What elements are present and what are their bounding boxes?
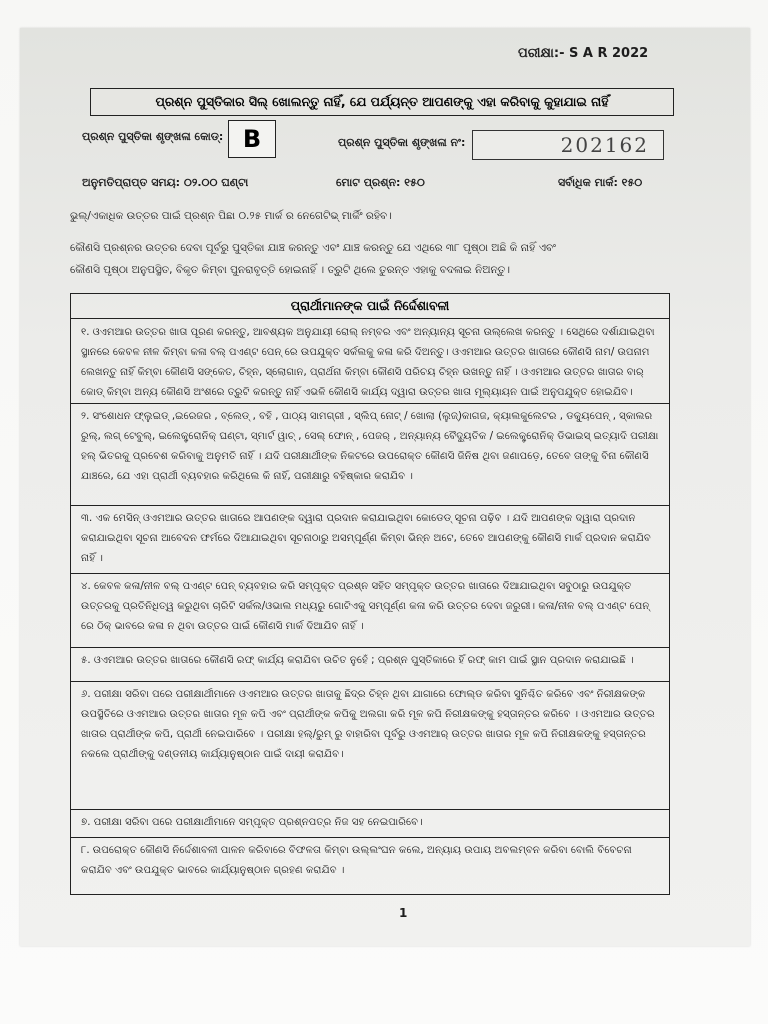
instruction-item: ୮. ଉପରୋକ୍ତ କୌଣସି ନିର୍ଦ୍ଦେଶାବଳୀ ପାଳନ କରିବାରେ ବିଫଳତା କିମ୍ବା ଉଲ୍ଲଂଘନ କଲେ, ଅନ୍ୟାୟ ଉପାୟ ଅବଲମ୍ବନ କରିବା ବୋଲି ବିବେଚନା କରାଯିବ ଏବଂ ଉପଯୁକ୍ତ ଭାବରେ କାର୍ଯ୍ୟାନୁଷ୍ଠାନ ଗ୍ରହଣ କରାଯିବ । bbox=[81, 845, 632, 876]
booklet-number-label: ପ୍ରଶ୍ନ ପୁସ୍ତିକା ଶୃଙ୍ଖଳା ନଂ: bbox=[338, 136, 466, 149]
instruction-item: ୩. ଏକ ମେସିନ୍ ଓଏମଆର ଉତ୍ତର ଖାତାରେ ଆପଣଙ୍କ ଦ୍ୱାରା ପ୍ରଦାନ କରାଯାଇଥିବା କୋଡେଡ୍ ସୂଚନା ପଢ଼ିବ । ଯଦି ଆପଣଙ୍କ ଦ୍ୱାରା ପ୍ରଦାନ କରାଯାଇଥିବା ସୂଚନା ଆବେଦନ ଫର୍ମରେ ଦିଆଯାଇଥିବା ସୂଚନାଠାରୁ ଅସମ୍ପୂର୍ଣ୍ଣ କିମ୍ବା ଭିନ୍ନ ଅଟେ, ତେବେ ଆପଣଙ୍କୁ କୌଣସି ମାର୍କ ପ୍ରଦାନ କରାଯିବ ନାହିଁ । bbox=[71, 506, 669, 574]
exam-label: ପରୀକ୍ଷା:- S A R 2022 bbox=[518, 46, 649, 61]
exam-cover-page bbox=[20, 28, 750, 946]
series-code-box: B bbox=[228, 120, 276, 158]
instruction-item: ୬. ପରୀକ୍ଷା ସରିବା ପରେ ପରୀକ୍ଷାର୍ଥୀମାନେ ଓଏମଆର ଉତ୍ତର ଖାତାକୁ ଛିଦ୍ର ଚିହ୍ନ ଥିବା ଯାଗାରେ ଫୋଲ୍ଡ କରିବା ସୁନିଶ୍ଚିତ କରିବେ ଏବଂ ନିରୀକ୍ଷକଙ୍କ ଉପସ୍ଥିତିରେ ଓଏମଆର ଉତ୍ତର ଖାତାର ମୂଳ କପି ଏବଂ ପ୍ରାର୍ଥୀଙ୍କ କପିକୁ ଅଲଗା କରି ମୂଳ କପି ନିରୀକ୍ଷକଙ୍କୁ ହସ୍ତାନ୍ତର କରିବେ । ଓଏମଆର ଉତ୍ତର ଖାତାର ପ୍ରାର୍ଥୀଙ୍କ କପି, ପ୍ରାର୍ଥୀ ନେଇପାରିବେ । ପରୀକ୍ଷା ହଲ୍/ରୁମ୍ ରୁ ବାହାରିବା ପୂର୍ବରୁ ଓଏମଆର୍ ଉତ୍ତର ଖାତାର ମୂଳ କପି ନିରୀକ୍ଷକଙ୍କୁ ହସ୍ତାନ୍ତର ନକଲେ ପ୍ରାର୍ଥୀଙ୍କୁ ଦଣ୍ଡନୀୟ କାର୍ଯ୍ୟାନୁଷ୍ଠାନ ପାଇଁ ଦାୟୀ କରାଯିବ। bbox=[71, 682, 669, 810]
time-allowed: ଅନୁମତିପ୍ରାପ୍ତ ସମୟ: ୦୨.୦୦ ଘଣ୍ଟା bbox=[82, 176, 249, 189]
seal-warning-banner: ପ୍ରଶ୍ନ ପୁସ୍ତିକାର ସିଲ୍ ଖୋଲନ୍ତୁ ନାହିଁ, ଯେ ପର୍ଯ୍ୟନ୍ତ ଆପଣଙ୍କୁ ଏହା କରିବାକୁ କୁହାଯାଇ ନାହିଁ bbox=[90, 88, 674, 116]
instruction-item: ୫. ଓଏମଆର ଉତ୍ତର ଖାତାରେ କୌଣସି ରଫ୍ କାର୍ଯ୍ୟ କରାଯିବା ଉଚିତ ନୁହେଁ ; ପ୍ରଶ୍ନ ପୁସ୍ତିକାରେ ହିଁ ରଫ୍ କାମ ପାଇଁ ସ୍ଥାନ ପ୍ରଦାନ କରାଯାଇଛି । bbox=[71, 648, 669, 682]
max-marks: ସର୍ବାଧିକ ମାର୍କ: ୧୫୦ bbox=[558, 176, 643, 189]
instruction-item: ୭. ପରୀକ୍ଷା ସରିବା ପରେ ପରୀକ୍ଷାର୍ଥୀମାନେ ସମ୍ପୃକ୍ତ ପ୍ରଶ୍ନପତ୍ର ନିଜ ସହ ନେଇପାରିବେ। bbox=[71, 810, 669, 838]
booklet-number-value: 202162 bbox=[560, 133, 649, 157]
instruction-item: ୧. ଓଏମଆର ଉତ୍ତର ଖାତା ପୂରଣ କରନ୍ତୁ, ଆବଶ୍ୟକ ଅନୁଯାୟୀ ରୋଲ୍ ନମ୍ବର ଏବଂ ଅନ୍ୟାନ୍ୟ ସୂଚନା ଉଲ୍ଲେଖ କରନ୍ତୁ । ସେଥିରେ ଦର୍ଶାଯାଇଥିବା ସ୍ଥାନରେ କେବଳ ନୀଳ କିମ୍ବା କଳା ବଲ୍ ପଏଣ୍ଟ ପେନ୍ ରେ ଉପଯୁକ୍ତ ସର୍କଲକୁ କଳା କରି ଦିଅନ୍ତୁ। ଓଏମଆର ଉତ୍ତର ଖାତାରେ କୌଣସି ନାମ/ ଉପନାମ ଲେଖନ୍ତୁ ନାହିଁ କିମ୍ବା କୌଣସି ସଙ୍କେତ, ଚିହ୍ନ, ସ୍ଲୋଗାନ, ପ୍ରାର୍ଥନା କିମ୍ବା କୌଣସି ପରିଚୟ ଚିହ୍ନ ଉଖନ୍ତୁ ନାହିଁ । ଓଏମଆର ଉତ୍ତର ଖାତାର ବାର୍ କୋଡ୍ କିମ୍ବା ଅନ୍ୟ କୌଣସି ଅଂଶରେ ତ୍ରୁଟି କରନ୍ତୁ ନାହିଁ ଏଭଳି କୌଣସି କାର୍ଯ୍ୟ ଦ୍ୱାରା ଉତ୍ତର ଖାତା ମୂଲ୍ୟାୟନ ପାଇଁ ଅନୁପଯୁକ୍ତ ହୋଇଯିବ। bbox=[71, 320, 669, 404]
booklet-number-box bbox=[472, 130, 664, 160]
page-number: 1 bbox=[399, 906, 408, 920]
instruction-item: ୨. ସଂଶୋଧନ ଫ୍ଲୁଇଡ୍ ,ଇରେଜର , ବ୍ଲେଡ୍ , ବହି , ପାଠ୍ୟ ସାମଗ୍ରୀ , ସ୍ଲିପ୍ ନୋଟ୍ / ଖୋଲା (ଲୁଜ୍)କାଗଜ, କ୍ୟାଲକୁଲେଟର , ଡକ୍ୟୁପେନ୍ , ସ୍କାଲର ରୁଲ୍, ଲଗ୍ ଟେବୁଲ୍, ଇଲେକ୍ଟ୍ରୋନିକ୍ ଘଣ୍ଟା, ସ୍ମାର୍ଟ ୱାଚ୍ , ସେଲ୍ ଫୋନ୍ , ପେଜର୍ , ଅନ୍ୟାନ୍ୟ ବୈଦ୍ୟୁତିକ / ଇଲେକ୍ଟ୍ରୋନିକ୍ ଡିଭାଇସ୍ ଇତ୍ୟାଦି ପରୀକ୍ଷା ହଲ୍ ଭିତରକୁ ପ୍ରବେଶ କରିବାକୁ ଅନୁମତି ନାହିଁ । ଯଦି ପରୀକ୍ଷାର୍ଥୀଙ୍କ ନିକଟରେ ଉପରୋକ୍ତ କୌଣସି ଜିନିଷ ଥିବା ଜଣାପଡ଼େ, ତେବେ ତାଙ୍କୁ ବିନା କୌଣସି ଯାଞ୍ଚରେ, ଯେ ଏହା ପ୍ରାର୍ଥୀ ବ୍ୟବହାର କରିଥିଲେ କି ନାହିଁ, ପରୀକ୍ଷାରୁ ବହିଷ୍କାର କରାଯିବ । bbox=[71, 404, 669, 506]
instructions-title: ପ୍ରାର୍ଥୀମାନଙ୍କ ପାଇଁ ନିର୍ଦ୍ଦେଶାବଳୀ bbox=[71, 294, 669, 319]
negative-marking-note: ଭୁଲ୍/ଏକାଧିକ ଉତ୍ତର ପାଇଁ ପ୍ରଶ୍ନ ପିଛା ୦.୨୫ ମାର୍କ ର ନେଗେଟିଭ୍ ମାର୍କିଂ ରହିବ। bbox=[70, 210, 392, 222]
page-check-note-line2: କୌଣସି ପୃଷ୍ଠା ଅନୁପସ୍ଥିତ, ବିକୃତ କିମ୍ବା ପୁନରାବୃତ୍ତି ହୋଇନାହିଁ । ତ୍ରୁଟି ଥିଲେ ତୁରନ୍ତ ଏହାକୁ ବଦଳାଇ ନିଅନ୍ତୁ। bbox=[70, 264, 510, 276]
instruction-item: ୪. କେବଳ କଳା/ନୀଳ ବଲ୍ ପଏଣ୍ଟ ପେନ୍ ବ୍ୟବହାର କରି ସମ୍ପୃକ୍ତ ପ୍ରଶ୍ନ ସହିତ ସମ୍ପୃକ୍ତ ଉତ୍ତର ଖାତାରେ ଦିଆଯାଇଥିବା ସବୁଠାରୁ ଉପଯୁକ୍ତ ଉତ୍ତରକୁ ପ୍ରତିନିଧିତ୍ୱ କରୁଥିବା ଚାରିଟି ସର୍କଲ/ଓଭାଲ ମଧ୍ୟରୁ ଗୋଟିଏକୁ ସମ୍ପୂର୍ଣ୍ଣ କଳା କରି ଉତ୍ତର ଦେବା ଜରୁରୀ। କଳା/ନୀଳ ବଲ୍ ପଏଣ୍ଟ ପେନ୍ ରେ ଠିକ୍ ଭାବରେ କଳା ନ ଥିବା ଉତ୍ତର ପାଇଁ କୌଣସି ମାର୍କ ଦିଆଯିବ ନାହିଁ । bbox=[71, 574, 669, 648]
page-check-note-line1: କୌଣସି ପ୍ରଶ୍ନର ଉତ୍ତର ଦେବା ପୂର୍ବରୁ ପୁସ୍ତିକା ଯାଞ୍ଚ କରନ୍ତୁ ଏବଂ ଯାଞ୍ଚ କରନ୍ତୁ ଯେ ଏଥିରେ ୩୮ ପୃଷ୍ଠା ଅଛି କି ନାହିଁ ଏବଂ bbox=[70, 242, 556, 254]
series-code-label: ପ୍ରଶ୍ନ ପୁସ୍ତିକା ଶୃଙ୍ଖଳା କୋଡ୍: bbox=[82, 130, 224, 143]
instructions-box bbox=[70, 293, 670, 895]
total-questions: ମୋଟ ପ୍ରଶ୍ନ: ୧୫୦ bbox=[336, 176, 425, 189]
